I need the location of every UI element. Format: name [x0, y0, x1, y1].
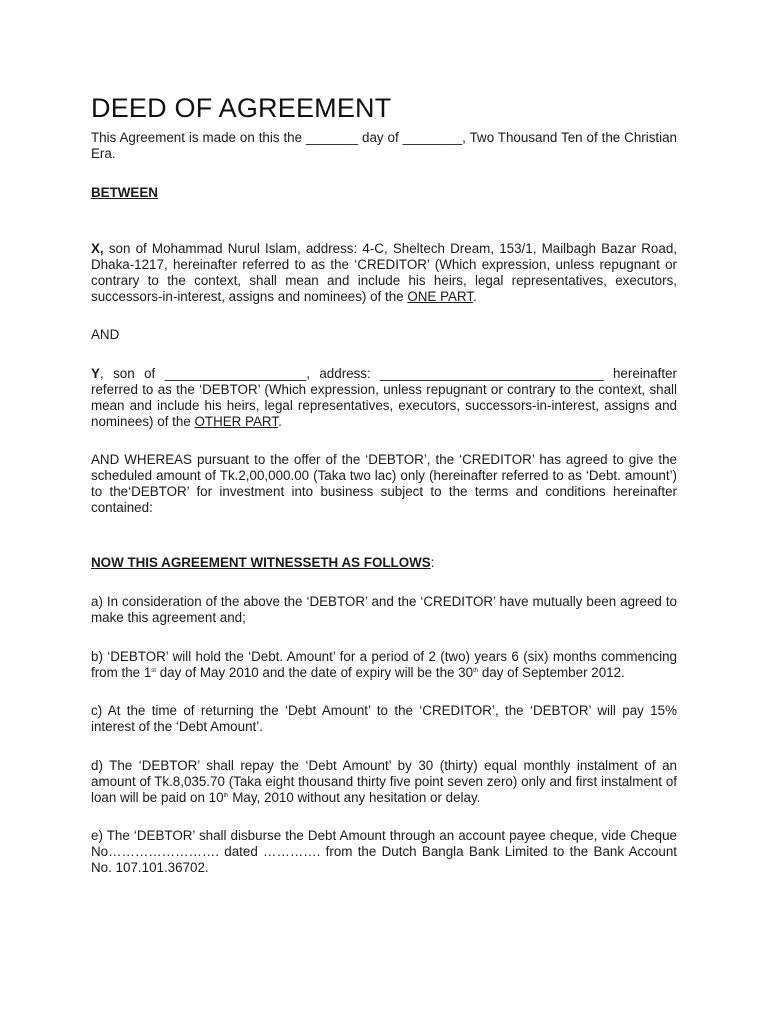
- party-x-end: .: [473, 289, 477, 304]
- clause-a: a) In consideration of the above the ‘DEBTOR’ and the ‘CREDITOR’ have mutually been agreed to make this agreement and;: [91, 594, 677, 625]
- witnesseth-heading: NOW THIS AGREEMENT WITNESSETH AS FOLLOWS: [91, 555, 431, 570]
- clause-b-sup-1: st: [151, 668, 156, 674]
- clause-d: [91, 758, 677, 806]
- party-y-text: , son of ___________________, address: ______________________________ hereinafter referred to as the ‘DEBTOR’ (Which expression, unless repugnant or contrary to the context, shall mean and include his heirs, legal representatives, executors, successors-in-interest, assigns and nominees) of the: [91, 366, 677, 429]
- clause-e: e) The ‘DEBTOR’ shall disburse the Debt Amount through an account payee cheque, vide Cheque No……………………. dated …………. from the Dutch Bangla Bank Limited to the Bank Account No. 107.101.36702.: [91, 828, 677, 875]
- one-part-label: ONE PART: [407, 289, 474, 304]
- document-title: DEED OF AGREEMENT: [91, 93, 392, 123]
- clause-b: [91, 649, 677, 681]
- clause-b-sup-2: th: [473, 668, 479, 674]
- party-x-name: X,: [91, 241, 104, 256]
- clause-c: c) At the time of returning the ‘Debt Amount’ to the ‘CREDITOR’, the ‘DEBTOR’ will pay 15% interest of the ‘Debt Amount’.: [91, 703, 677, 734]
- party-x-paragraph: [91, 241, 677, 305]
- intro-paragraph: This Agreement is made on this the _______ day of ________, Two Thousand Ten of the Christian Era.: [91, 130, 677, 161]
- other-part-label: OTHER PART: [194, 414, 279, 429]
- and-label: AND: [91, 327, 120, 342]
- clause-b-text-2: day of May 2010 and the date of expiry will be the 30: [155, 665, 474, 680]
- clause-d-sup: th: [223, 793, 229, 799]
- clause-d-text-1: d) The ‘DEBTOR’ shall repay the ‘Debt Amount’ by 30 (thirty) equal monthly instalment of an amount of Tk.8,035.70 (Taka eight thousand thirty five point seven zero) only and first instalment of loan will be paid on 10: [91, 758, 677, 805]
- clause-b-text-1: b) ‘DEBTOR’ will hold the ‘Debt. Amount’ for a period of 2 (two) years 6 (six) months commencing from the 1: [91, 649, 677, 680]
- party-x-text: son of Mohammad Nurul Islam, address: 4-C, Sheltech Dream, 153/1, Mailbagh Bazar Road, Dhaka-1217, hereinafter referred to as the ‘CREDITOR’ (Which expression, unless repugnant or contrary to the context, shall mean and include his heirs, legal representatives, executors, successors-in-interest, assigns and nominees) of the: [91, 241, 677, 304]
- party-y-end: .: [278, 414, 282, 429]
- between-heading: BETWEEN: [91, 185, 158, 200]
- witnesseth-heading-line: [91, 555, 677, 571]
- party-y-paragraph: [91, 366, 677, 430]
- witnesseth-colon: :: [430, 555, 435, 570]
- clause-d-text-2: May, 2010 without any hesitation or delay.: [228, 790, 481, 805]
- clause-b-text-3: day of September 2012.: [478, 665, 625, 680]
- whereas-paragraph: AND WHEREAS pursuant to the offer of the ‘DEBTOR’, the ‘CREDITOR’ has agreed to give the scheduled amount of Tk.2,00,000.00 (Taka two lac) only (hereinafter referred to as ‘Debt. amount’) to the‘DEBTOR’ for investment into business subject to the terms and conditions hereinafter contained:: [91, 452, 677, 515]
- party-y-name: Y: [91, 366, 100, 381]
